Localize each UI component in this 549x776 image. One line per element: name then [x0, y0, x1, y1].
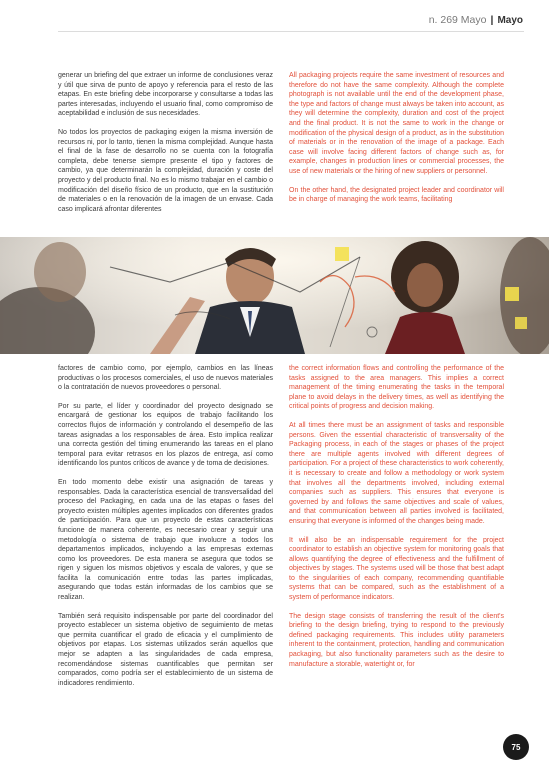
page-header	[429, 14, 523, 26]
column-english-bottom	[289, 364, 504, 678]
header-separator: |	[490, 14, 494, 26]
paragraph: Por su parte, el líder y coordinador del proyecto designado se encargará de gestionar los equipos de trabajo facilitando los correctos flujos de información y controlando el desempeño de las tareas asignadas a los responsables de área. Esto implica realizar una correcta gestión del timing enumerando las tareas en el plano temporal para evitar retrasos en los plazos de entrega, así como identificando los puntos críticos de avance y de toma de decisiones.	[58, 402, 273, 468]
header-rule	[58, 31, 524, 32]
header-month: Mayo	[497, 14, 523, 26]
paragraph: On the other hand, the designated project leader and coordinator will be in charge of managing the work teams, facilitating	[289, 186, 504, 204]
column-spanish-bottom	[58, 364, 273, 697]
team-meeting-photo	[0, 237, 549, 354]
paragraph: At all times there must be an assignment of tasks and responsible persons. Given the essential characteristic of transversality of the Packaging process, in each of the stages or phases of the project there are multiple agents involved with different degrees of participation. For a project of these characteristics to work coherently, it is necessary to create and follow a methodology or work system that involves all the departments involved, including external companies such as suppliers. This ensures that everyone is governed by and follows the same objectives and scale of values, and that communication between all parties involved is facilitated, ensuring that everyone is informed of the changes being made.	[289, 421, 504, 525]
column-english-top	[289, 71, 504, 214]
page-number-badge: 75	[503, 734, 529, 760]
paragraph: También será requisito indispensable por parte del coordinador del proyecto establecer un sistema objetivo de seguimiento de metas que permita cuantificar el grado de eficacia y el cumplimiento de objetivos por etapas. Los sistemas utilizados serán aquellos que mejor se adapten a las singularidades de cada empresa, recomendándose sistemas cuantificables que permitan ser comparados, como podría ser el establecimiento de un sistema de indicadores rendimiento.	[58, 612, 273, 687]
paragraph: the correct information flows and controlling the performance of the tasks assigned to the area managers. This implies a correct management of the timing enumerating the tasks in the temporal plane to avoid delays in the delivery times, as well as identifying the critical points of progress and decision making.	[289, 365, 504, 411]
paragraph: generar un briefing del que extraer un informe de conclusiones veraz y útil que sirva de punto de apoyo y referencia para el resto de las etapas. En este briefing debe incorporarse y consultarse a todas las partes interesadas, incluyendo el usuario final, como compromiso de aceptabilidad e inclusión de sus necesidades.	[58, 72, 273, 118]
paragraph: En todo momento debe existir una asignación de tareas y responsables. Dada la característica esencial de transversalidad del proceso del Packaging, en cada una de las etapas o fases del proyecto existen múltiples agentes implicados con diferentes grados de participación. Para que un proyecto de estas características funcione de manera coherente, es necesario crear y seguir una metodología o sistema de trabajo que involucre a todos los departamentos implicados, incluyendo a las empresas externas como los proveedores. De esta manera se asegura que todos se rigen y siguen los mismos objetivos y escala de valores, y que se facilita la comunicación entre todas las partes implicadas, asegurando que todas están informadas de los cambios que se realizan.	[58, 478, 273, 602]
issue-number: n. 269 Mayo	[428, 14, 487, 26]
paragraph: All packaging projects require the same investment of resources and therefore do not have the same complexity. Although the complete photograph is not available until the end of the development phase, the type and factors of change must always be taken into account, as they will determine the complexity, duration and cost of the project and the final product. It is not the same to work in the change or modification of the physical design of a product, as in the substitution of materials or in the renovation of the image of a package. Each case will involve facing different factors of change such as, for example, changes in production lines or commercial processes, the use of new materials or the hiring of new suppliers or personnel.	[289, 72, 504, 175]
paragraph: No todos los proyectos de packaging exigen la misma inversión de recursos ni, por lo tanto, tienen la misma complejidad. Aunque hasta el final de la fase de desarrollo no se cuenta con la fotografía completa, debe tenerse siempre presente el tipo y factores de cambio, ya que determinarán la complejidad, duración y coste del proyecto y del producto final. No es lo mismo trabajar en el cambio o modificación del diseño físico de un producto, que en la sustitución de materiales o en la renovación de la imagen de un envase. Cada caso implicará afrontar diferentes	[58, 128, 273, 213]
paragraph: factores de cambio como, por ejemplo, cambios en las líneas productivas o los procesos comerciales, el uso de nuevos materiales o la contratación de nuevos proveedores o personal.	[58, 365, 273, 392]
photo-illustration	[0, 237, 549, 354]
paragraph: It will also be an indispensable requirement for the project coordinator to establish an objective system for monitoring goals that allows quantifying the degree of effectiveness and the fulfillment of objectives by stages. The systems used will be those that best adapt to the singularities of each company, recommending quantifiable systems that can be compared, such as the establishment of a system of performance indicators.	[289, 536, 504, 602]
column-spanish-top	[58, 71, 273, 223]
paragraph: The design stage consists of transferring the result of the client's briefing to the design briefing, trying to respond to the previously defined packaging requirements. This includes utility parameters inherent to the containment, protection, handling and communication packaging, but also functionality parameters such as the desire to manufacture a storable, watertight or, for	[289, 612, 504, 668]
